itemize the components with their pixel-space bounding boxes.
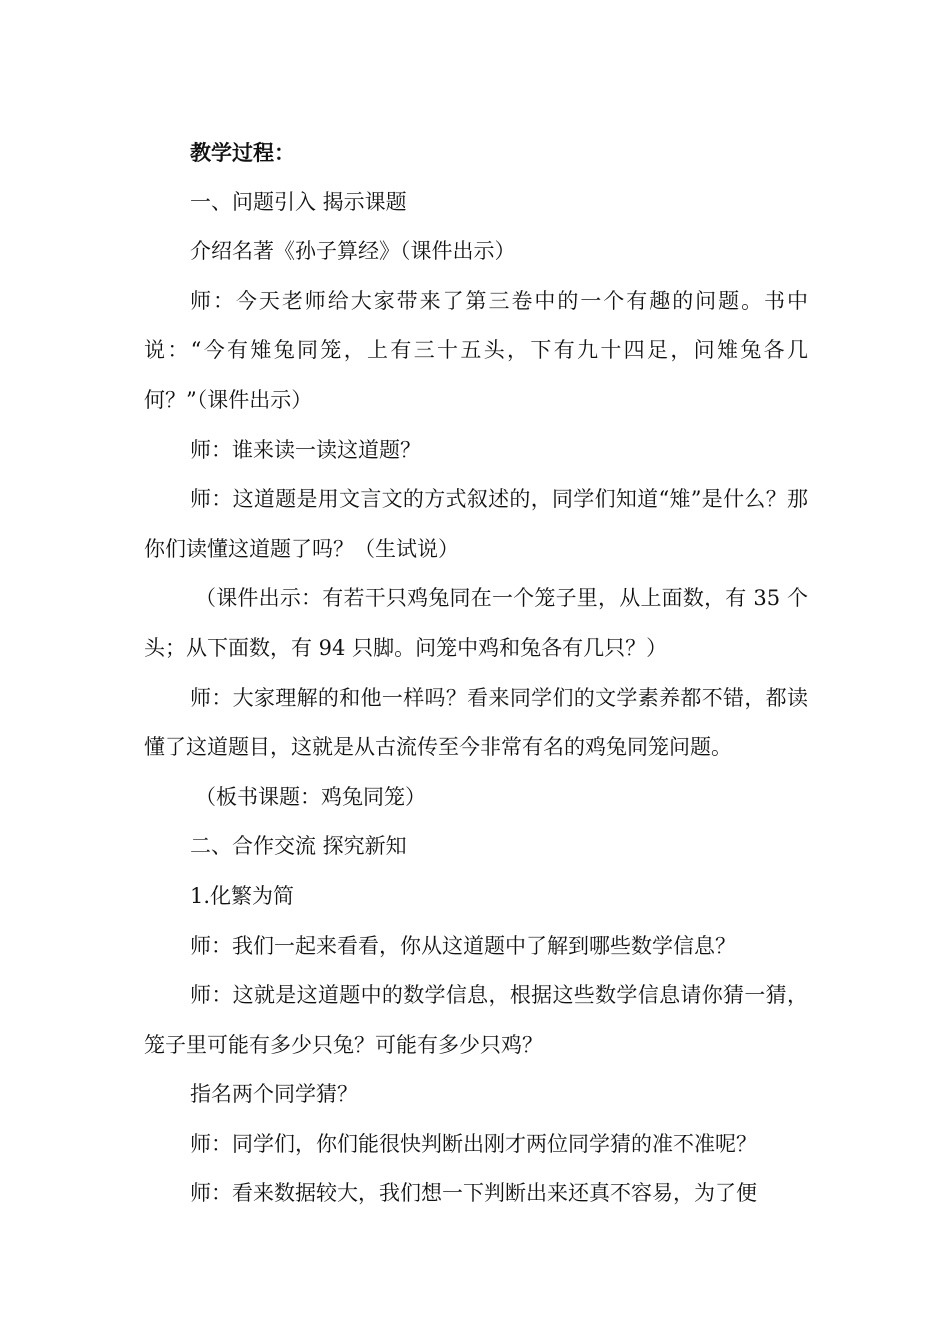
paragraph-teacher-problem: 师：今天老师给大家带来了第三卷中的一个有趣的问题。书中说：“今有雉兔同笼，上有三十五头，下有九十四足，问雉兔各几何？”（课件出示） <box>144 288 808 412</box>
paragraph-teacher-large-data: 师：看来数据较大，我们想一下判断出来还真不容易，为了便 <box>190 1181 757 1206</box>
paragraph-teacher-guess: 师：这就是这道题中的数学信息，根据这些数学信息请你猜一猜，笼子里可能有多少只兔？可能有多少只鸡？ <box>144 983 808 1057</box>
paragraph-teacher-understand: 师：大家理解的和他一样吗？看来同学们的文学素养都不错，都读懂了这道题目，这就是从古流传至今非常有名的鸡兔同笼问题。 <box>144 685 808 760</box>
paragraph-courseware-modern: （课件出示：有若干只鸡兔同在一个笼子里，从上面数，有 35 个头；从下面数，有 94 只脚。问笼中鸡和兔各有几只？） <box>144 586 808 660</box>
section-heading: 教学过程： <box>190 140 295 165</box>
paragraph-subsection-simplify: 1.化繁为简 <box>190 883 295 908</box>
paragraph-teacher-classical: 师：这道题是用文言文的方式叙述的，同学们知道“雉”是什么？那你们读懂这道题了吗？（生试说） <box>144 487 808 561</box>
paragraph-teacher-judge: 师：同学们，你们能很快判断出刚才两位同学猜的准不准呢？ <box>190 1131 757 1156</box>
document-body <box>144 128 808 1219</box>
paragraph-section-one-title: 一、问题引入 揭示课题 <box>190 189 407 214</box>
paragraph-teacher-read: 师：谁来读一读这道题？ <box>190 437 421 462</box>
paragraph-intro-book: 介绍名著《孙子算经》（课件出示） <box>190 239 516 264</box>
paragraph-section-two-title: 二、合作交流 探究新知 <box>190 834 407 859</box>
paragraph-board-title: （板书课题：鸡兔同笼） <box>195 784 426 809</box>
paragraph-call-students: 指名两个同学猜？ <box>190 1082 358 1107</box>
paragraph-teacher-info: 师：我们一起来看看，你从这道题中了解到哪些数学信息？ <box>190 933 736 958</box>
